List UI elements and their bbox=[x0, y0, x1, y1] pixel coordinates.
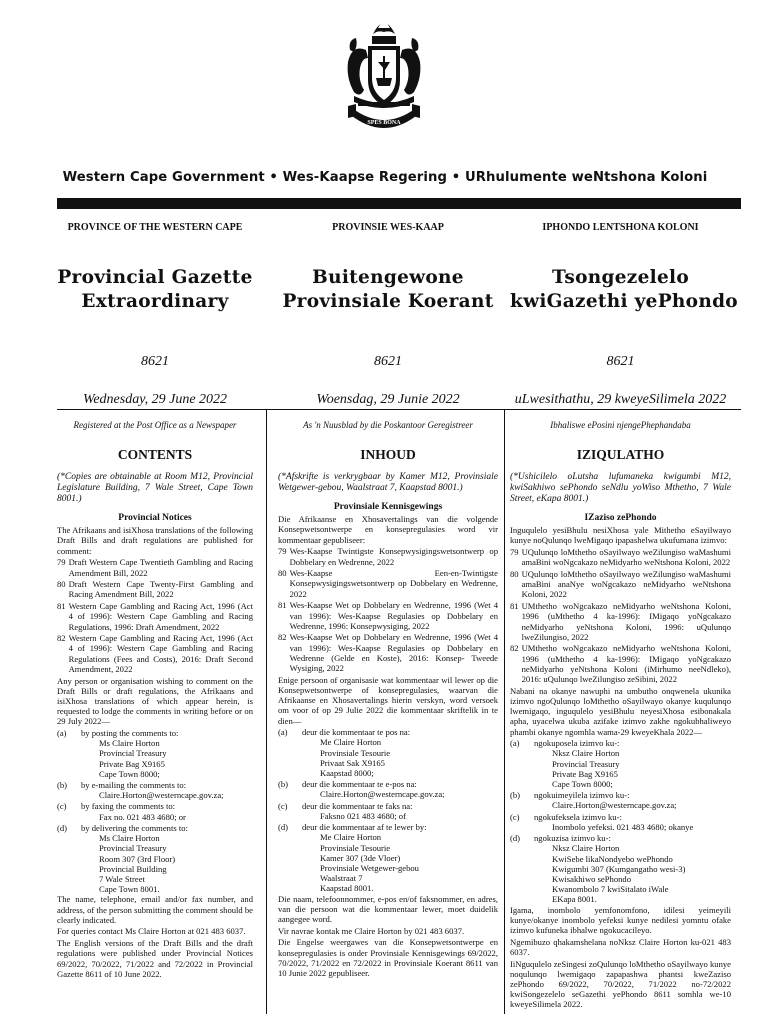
option-text: deur die kommentaar te faks na: bbox=[302, 800, 413, 811]
notice-number: 80 bbox=[278, 568, 287, 579]
header-divider-bar bbox=[57, 198, 741, 209]
contents-afrikaans bbox=[278, 420, 498, 980]
notice-number: 82 bbox=[57, 633, 66, 644]
gazette-title-line-1: Provincial Gazette bbox=[57, 267, 253, 288]
notice-text: UQulunqo loMthetho oSayilwayo weZilungiso waMashumi amaBini woNgcakazo neMidyarho weNtshona Koloni, 2022 bbox=[521, 547, 731, 568]
email-address bbox=[510, 800, 731, 810]
address-line: Fax no. 021 483 4680; or bbox=[99, 811, 186, 822]
government-name-line: Western Cape Government • Wes-Kaapse Regering • URhulumente weNtshona Koloni bbox=[62, 170, 708, 185]
notice-item bbox=[278, 568, 498, 599]
option-text: ngokufeksela izimvo ku-: bbox=[534, 811, 622, 822]
postal-address bbox=[510, 748, 731, 789]
fax-number bbox=[57, 812, 253, 822]
notice-text: Western Cape Gambling and Racing Act, 1996 (Act 4 of 1996): Western Cape Gambling and Racing Regulations (Fees and Costs), 2016: Draft Second Amendment, 2022 bbox=[68, 633, 253, 674]
option-text: deur die kommentaar te pos na: bbox=[302, 727, 411, 738]
option-text: by faxing the comments to: bbox=[81, 801, 176, 812]
closing-paragraph: Die naam, telefoonnommer, e-pos en/of faksnommer, en adres, van die persoon wat die kommentaar lewer, moet duidelik aangegee word. bbox=[278, 893, 498, 924]
closing-paragraph: Igama, inombolo yemfonomfono, idilesi yeimeyili kunye/okanye inombolo yefeksi kunye nedilesi yomntu ofake izimvo kufuneka ibhalwe ngokucacileyo. bbox=[510, 904, 731, 935]
gazette-title bbox=[510, 266, 738, 316]
copies-note: (*Afskrifte is verkrygbaar by Kamer M12, Provinsiale Wetgewer-gebou, Waalstraat 7, Kaapstad 8001.) bbox=[278, 472, 498, 493]
closing-paragraph: IiNguqulelo zeSingesi zoQulunqo loMthetho oSayilwayo kunye noqulunqo lwemigaqo zapapashwa phantsi kweZaziso zePhondo 69/2022, 70/2022, 71/2022 no-72/2022 kwiSongezelelo seGazethi yePhondo 8611 somhla we-10 kweyeSilimela 2022. bbox=[510, 958, 731, 1010]
intro-paragraph: Die Afrikaanse en Xhosavertalings van die volgende Konsepwetsontwerpe en konsepregulasies word vir kommentaar gepubliseer: bbox=[278, 514, 498, 545]
notice-text: Wes-Kaapse Twintigste Konsepwysigingswetsontwerp op Dobbelary en Wedrenne, 2022 bbox=[289, 546, 498, 567]
notice-number: 79 bbox=[57, 557, 66, 568]
contents-english bbox=[57, 420, 253, 980]
closing-paragraph: For queries contact Ms Claire Horton at 021 483 6037. bbox=[57, 926, 246, 937]
gazette-date: uLwesithathu, 29 kweyeSilimela 2022 bbox=[514, 392, 727, 407]
notice-text: UQulunqo loMthetho oSayilwayo weZilungiso waMashumi amaBini anaNye woNgcakazo neMidyarho weNtshona Koloni, 2022 bbox=[521, 569, 731, 600]
address-line: Kwisakhiwo sePhondo bbox=[552, 873, 632, 884]
notice-item bbox=[57, 557, 253, 577]
address-line: Provinsiale Wetgewer-gebou bbox=[320, 862, 419, 873]
address-line: Provincial Treasury bbox=[99, 748, 167, 759]
address-line: KwiSebe likaNondyebo wePhondo bbox=[552, 853, 673, 864]
option-text: deur die kommentaar te e-pos na: bbox=[302, 779, 417, 790]
address-line: EKapa 8001. bbox=[552, 894, 597, 905]
option-label: (a) bbox=[57, 728, 67, 739]
notice-number: 82 bbox=[278, 632, 287, 643]
registration-note: Ibhaliswe ePosini njengePhephandaba bbox=[550, 420, 691, 430]
fax-number bbox=[278, 811, 498, 821]
gazette-number: 8621 bbox=[141, 354, 169, 369]
notice-item bbox=[278, 600, 498, 631]
masthead-isixhosa bbox=[510, 222, 738, 410]
registration-note: Registered at the Post Office as a Newspaper bbox=[73, 420, 237, 430]
copies-note: (*Ushicilelo oLutsha lufumaneka kwigumbi M12, kwiSakhiwo sePhondo seNdlu yoWiso Mthetho, 7 Wale Street, eKapa 8001.) bbox=[510, 472, 731, 504]
submission-option bbox=[278, 727, 498, 737]
notice-number: 80 bbox=[57, 579, 66, 590]
address-line: Claire.Horton@westerncape.gov.za; bbox=[552, 800, 677, 811]
submission-option bbox=[510, 812, 731, 822]
notice-number: 79 bbox=[510, 547, 519, 558]
option-label: (b) bbox=[278, 779, 289, 790]
notice-text: Western Cape Gambling and Racing Act, 1996 (Act 4 of 1996): Western Cape Gambling and Racing Regulations, 1996: Draft Amendment, 2022 bbox=[68, 601, 253, 632]
delivery-address bbox=[278, 832, 498, 893]
fax-number bbox=[510, 822, 731, 832]
notice-item bbox=[278, 546, 498, 566]
postal-address bbox=[57, 738, 253, 779]
submission-option bbox=[57, 801, 253, 811]
coat-of-arms-crest bbox=[338, 6, 430, 154]
closing-paragraph: Ngemibuzo qhakamshelana noNksz Claire Horton ku-021 483 6037. bbox=[510, 936, 731, 957]
address-line: Provincial Treasury bbox=[552, 758, 620, 769]
gazette-date: Woensdag, 29 Junie 2022 bbox=[316, 392, 460, 407]
intro-paragraph: The Afrikaans and isiXhosa translations of the following Draft Bills and draft regulations are published for comment: bbox=[57, 525, 253, 556]
address-line: Provincial Treasury bbox=[99, 843, 167, 854]
address-line: Kamer 307 (3de Vloer) bbox=[320, 852, 401, 863]
notice-item bbox=[510, 547, 731, 567]
address-line: Nksz Claire Horton bbox=[552, 748, 620, 759]
address-line: Ms Claire Horton bbox=[99, 833, 160, 844]
address-line: Room 307 (3rd Floor) bbox=[99, 853, 176, 864]
gazette-date: Wednesday, 29 June 2022 bbox=[82, 392, 228, 407]
copies-note: (*Copies are obtainable at Room M12, Provincial Legislature Building, 7 Wale Street, Cape Town 8001.) bbox=[57, 472, 253, 504]
notice-text: Draft Western Cape Twentieth Gambling and Racing Amendment Bill, 2022 bbox=[68, 557, 253, 578]
notice-number: 81 bbox=[278, 600, 287, 611]
option-text: by delivering the comments to: bbox=[81, 822, 188, 833]
notice-number: 82 bbox=[510, 643, 519, 654]
gazette-title-line-1: Buitengewone bbox=[312, 267, 464, 288]
crest-motto: SPES BONA bbox=[367, 120, 401, 126]
address-line: Faksno 021 483 4680; of bbox=[320, 810, 406, 821]
email-address bbox=[278, 789, 498, 799]
notice-number: 79 bbox=[278, 546, 287, 557]
gazette-title bbox=[57, 266, 253, 316]
submission-option bbox=[510, 738, 731, 748]
masthead-english bbox=[57, 222, 253, 410]
address-line: Inombolo yefeksi. 021 483 4680; okanye bbox=[552, 821, 694, 832]
province-name: PROVINCE OF THE WESTERN CAPE bbox=[67, 222, 243, 233]
option-label: (c) bbox=[278, 800, 288, 811]
notice-item bbox=[57, 601, 253, 632]
closing-paragraph: The English versions of the Draft Bills and the draft regulations were published under Provincial Notices 69/2022, 70/2022, 71/2022 and 72/2022 in Provincial Gazette 8611 of 10 June 2022. bbox=[57, 938, 253, 979]
option-label: (c) bbox=[510, 811, 520, 822]
submission-option bbox=[57, 780, 253, 790]
address-line: Provinsiale Tesourie bbox=[320, 747, 391, 758]
gazette-number: 8621 bbox=[606, 354, 635, 369]
address-line: Claire.Horton@westerncape.gov.za; bbox=[320, 789, 445, 800]
submission-option bbox=[510, 790, 731, 800]
submission-option bbox=[278, 779, 498, 789]
address-line: Private Bag X9165 bbox=[552, 768, 618, 779]
delivery-address bbox=[510, 843, 731, 904]
address-line: Privaat Sak X9165 bbox=[320, 757, 385, 768]
registration-note: As 'n Nuusblad by die Poskantoor Geregistreer bbox=[303, 420, 473, 430]
contents-heading: INHOUD bbox=[360, 447, 416, 462]
notice-item bbox=[57, 579, 253, 599]
masthead-rule bbox=[57, 409, 741, 410]
address-line: Kaapstad 8000; bbox=[320, 768, 374, 779]
notice-text: Wes-Kaapse Wet op Dobbelary en Wedrenne, 1996 (Wet 4 van 1996): Wes-Kaapse Regulasies op Dobbelary en Wedrenne, 1996: Konsepwysiging, 2022 bbox=[289, 600, 498, 631]
closing-paragraph: The name, telephone, email and/or fax number, and address, of the person submitting the comment should be clearly indicated. bbox=[57, 894, 253, 925]
contents-isixhosa bbox=[510, 420, 731, 1011]
address-line: Claire.Horton@westerncape.gov.za; bbox=[99, 790, 224, 801]
option-text: by posting the comments to: bbox=[81, 728, 179, 739]
gazette-title-line-2: Extraordinary bbox=[81, 291, 229, 312]
notice-text: UMthetho woNgcakazo neMidyarho weNtshona Koloni, 1996 (uMthetho 4 ka-1996): IMigaqo yoNgcakazo neMidyarho yeNtshona Koloni (iMirhumo neeNdleko), 2016: uQulunqo lweZilungiso zeSibini, 2022 bbox=[521, 643, 731, 685]
option-label: (d) bbox=[278, 822, 289, 833]
notice-item bbox=[510, 569, 731, 600]
contents-heading: IZIQULATHO bbox=[576, 447, 665, 462]
notice-number: 81 bbox=[510, 601, 519, 612]
section-heading: Provincial Notices bbox=[118, 513, 192, 523]
contents-heading: CONTENTS bbox=[117, 447, 193, 462]
address-line: Kaapstad 8001. bbox=[320, 883, 374, 894]
option-label: (b) bbox=[57, 780, 68, 791]
notice-text: UMthetho woNgcakazo neMidyarho weNtshona Koloni, 1996 (uMthetho 4 ka-1996): IMigaqo yoNgcakazo neMidyarho yeNtshona Koloni, 1996: uQulunqo lweZilungiso, 2022 bbox=[521, 601, 731, 642]
address-line: Nksz Claire Horton bbox=[552, 843, 620, 854]
address-line: Me Claire Horton bbox=[320, 832, 382, 843]
gazette-title-line-2: Provinsiale Koerant bbox=[282, 291, 494, 312]
province-name: PROVINSIE WES-KAAP bbox=[332, 222, 444, 233]
address-line: Me Claire Horton bbox=[320, 737, 382, 748]
notice-number: 81 bbox=[57, 601, 66, 612]
address-line: Kwigumbi 307 (Kumgangatho wesi-3) bbox=[552, 863, 686, 874]
column-divider bbox=[504, 410, 505, 1014]
gazette-title bbox=[278, 266, 498, 316]
option-label: (d) bbox=[57, 822, 68, 833]
notice-item bbox=[510, 601, 731, 642]
postal-address bbox=[278, 737, 498, 778]
invitation-paragraph: Enige persoon of organisasie wat kommentaar wil lewer op die Konsepwetsontwerpe of konsepregulasies, waarvan die Afrikaanse en Xhosavertalings hierin verskyn, word versoek om voor of op 29 Julie 2022 die kommentaar skriftelik in te dien— bbox=[278, 674, 498, 726]
gazette-number: 8621 bbox=[374, 354, 402, 369]
option-label: (c) bbox=[57, 801, 67, 812]
email-address bbox=[57, 790, 253, 800]
column-divider bbox=[266, 410, 267, 1014]
option-text: ngokuposela izimvo ku-: bbox=[534, 738, 620, 749]
submission-option bbox=[278, 801, 498, 811]
notice-number: 80 bbox=[510, 569, 519, 580]
closing-paragraph: Die Engelse weergawes van die Konsepwetsontwerpe en konsepregulasies is onder Provinsiale Kennisgewings 69/2022, 70/2022, 71/2022 en 72/2022 in Provinsiale Koerant 8611 van 10 Junie 2022 gepubliseer. bbox=[278, 937, 498, 978]
address-line: Provinsiale Tesourie bbox=[320, 842, 391, 853]
option-label: (d) bbox=[510, 833, 521, 844]
delivery-address bbox=[57, 833, 253, 894]
intro-paragraph: Inguqulelo yesiBhulu nesiXhosa yale Mithetho eSayilwayo kunye noQulunqo lweMigaqo ipapashelwa ukufumana izimvo: bbox=[510, 525, 731, 546]
option-text: deur die kommentaar af te lewer by: bbox=[302, 822, 427, 833]
gazette-title-line-2: kwiGazethi yePhondo bbox=[510, 291, 738, 312]
notice-text: Wes-Kaapse Wet op Dobbelary en Wedrenne, 1996 (Wet 4 van 1996): Wes-Kaapse Regulasies op Dobbelary en Wedrenne (Gelde en Koste), 2016: Konsep- Tweede Wysiging, 2022 bbox=[289, 632, 498, 674]
address-line: Cape Town 8000; bbox=[99, 768, 160, 779]
address-line: 7 Wale Street bbox=[99, 873, 145, 884]
address-line: Provincial Building bbox=[99, 863, 167, 874]
notice-item bbox=[278, 632, 498, 673]
address-line: Cape Town 8001. bbox=[99, 884, 160, 895]
address-line: Kwanombolo 7 kwiSitalato iWale bbox=[552, 884, 669, 895]
submission-option bbox=[57, 823, 253, 833]
masthead-afrikaans bbox=[278, 222, 498, 410]
section-heading: IZaziso zePhondo bbox=[584, 513, 657, 523]
option-text: ngokuimeyilela izimvo ku-: bbox=[534, 790, 630, 801]
address-line: Waalstraat 7 bbox=[320, 873, 363, 884]
address-line: Cape Town 8000; bbox=[552, 779, 613, 790]
notice-text: Wes-Kaapse Een-en-Twintigste Konsepwysigingswetsontwerp op Dobbelary en Wedrenne, 2022 bbox=[289, 568, 498, 599]
submission-option bbox=[57, 728, 253, 738]
submission-option bbox=[510, 833, 731, 843]
invitation-paragraph: Any person or organisation wishing to comment on the Draft Bills or draft regulations, the Afrikaans and isiXhosa translations of which appear herein, is requested to lodge the comments in writing before or on 29 July 2022— bbox=[57, 675, 253, 727]
address-line: Ms Claire Horton bbox=[99, 738, 160, 749]
gazette-title-line-1: Tsongezelelo bbox=[551, 267, 690, 288]
closing-paragraph: Vir navrae kontak me Claire Horton by 021 483 6037. bbox=[278, 925, 465, 936]
option-label: (a) bbox=[278, 727, 288, 738]
submission-option bbox=[278, 822, 498, 832]
invitation-paragraph: Nabani na okanye nawuphi na umbutho onqwenela ukunika izimvo ngoQulunqo loMthetho oSayilwayo okanye kuqulunqo lwemigaqo, inguqulelo yesiBhulu neyesiXhosa esibonakala apha, uyacelwa ukuba azifake izimvo zakhe ngokubhaliweyo phambi okanye ngomhla wama-29 kweyeKhala 2022— bbox=[510, 685, 731, 737]
notice-item bbox=[510, 643, 731, 684]
notice-item bbox=[57, 633, 253, 674]
option-text: ngokuzisa izimvo ku-: bbox=[534, 833, 611, 844]
option-text: by e-mailing the comments to: bbox=[81, 780, 187, 791]
option-label: (a) bbox=[510, 738, 520, 749]
address-line: Private Bag X9165 bbox=[99, 758, 165, 769]
province-name: IPHONDO LENTSHONA KOLONI bbox=[542, 222, 699, 233]
section-heading: Provinsiale Kennisgewings bbox=[333, 502, 443, 512]
option-label: (b) bbox=[510, 790, 521, 801]
notice-text: Draft Western Cape Twenty-First Gambling and Racing Amendment Bill, 2022 bbox=[68, 579, 253, 600]
